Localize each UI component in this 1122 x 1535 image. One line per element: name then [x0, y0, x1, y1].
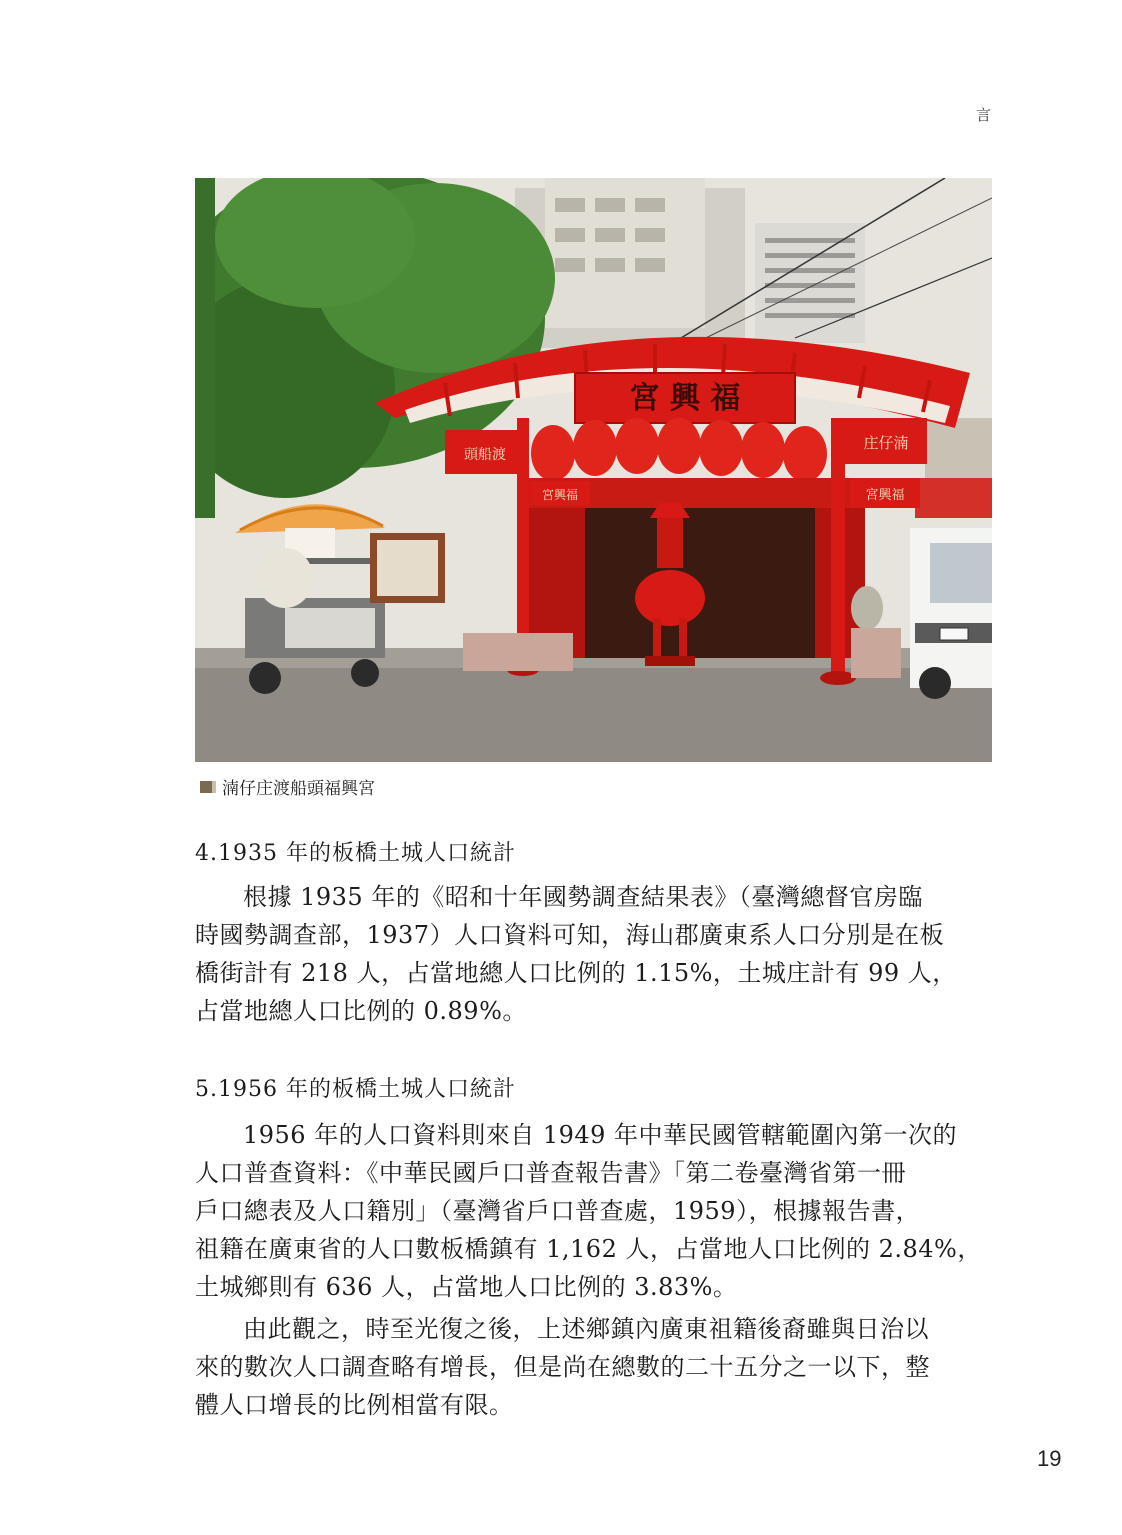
- paragraph-line: 戶口總表及人口籍別」（臺灣省戶口普查處，1959），根據報告書，: [195, 1197, 921, 1225]
- paragraph-line: 橋街計有 218 人，占當地總人口比例的 1.15%，土城庄計有 99 人，: [195, 959, 957, 987]
- photo-caption: [200, 774, 375, 799]
- paragraph-line: 土城鄉則有 636 人，占當地人口比例的 3.83%。: [195, 1273, 738, 1301]
- section-4-paragraph: [195, 878, 995, 1030]
- caption-text: 湳仔庄渡船頭福興宮: [222, 779, 375, 799]
- paragraph-line: 時國勢調查部，1937）人口資料可知，海山郡廣東系人口分別是在板: [195, 921, 945, 949]
- paragraph-line: 體人口增長的比例相當有限。: [195, 1391, 514, 1419]
- page-number: 19: [1037, 1446, 1062, 1471]
- running-head: 言: [976, 106, 992, 124]
- left-sign-text: 頭船渡: [464, 447, 506, 463]
- paragraph-line: 1956 年的人口資料則來自 1949 年中華民國管轄範圍內第一次的: [243, 1121, 958, 1149]
- paragraph-line: 由此觀之，時至光復之後，上述鄉鎮內廣東祖籍後裔雖與日治以: [243, 1315, 929, 1343]
- right-sign-text: 庄仔湳: [863, 434, 909, 452]
- section-5-closing-paragraph: [195, 1310, 995, 1424]
- left-lower-sign-text: 宮興福: [541, 488, 579, 502]
- section-4-heading: 4.1935 年的板橋土城人口統計: [195, 841, 516, 866]
- temple-photo: [195, 178, 992, 762]
- paragraph-line: 人口普查資料：《中華民國戶口普查報告書》「第二卷臺灣省第一冊: [195, 1159, 906, 1187]
- paragraph-line: 根據 1935 年的《昭和十年國勢調查結果表》（臺灣總督官房臨: [243, 883, 923, 911]
- paragraph-line: 來的數次人口調查略有增長，但是尚在總數的二十五分之一以下，整: [195, 1353, 930, 1381]
- paragraph-line: 占當地總人口比例的 0.89%。: [195, 997, 527, 1025]
- caption-marker-icon: [200, 781, 216, 793]
- right-lower-sign-text: 宮興福: [865, 488, 905, 503]
- paragraph-line: 祖籍在廣東省的人口數板橋鎮有 1,162 人，占當地人口比例的 2.84%，: [195, 1235, 982, 1263]
- section-5-heading: 5.1956 年的板橋土城人口統計: [195, 1077, 516, 1102]
- main-sign-text: 宮 興 福: [629, 381, 741, 416]
- section-5-paragraph: [195, 1116, 995, 1306]
